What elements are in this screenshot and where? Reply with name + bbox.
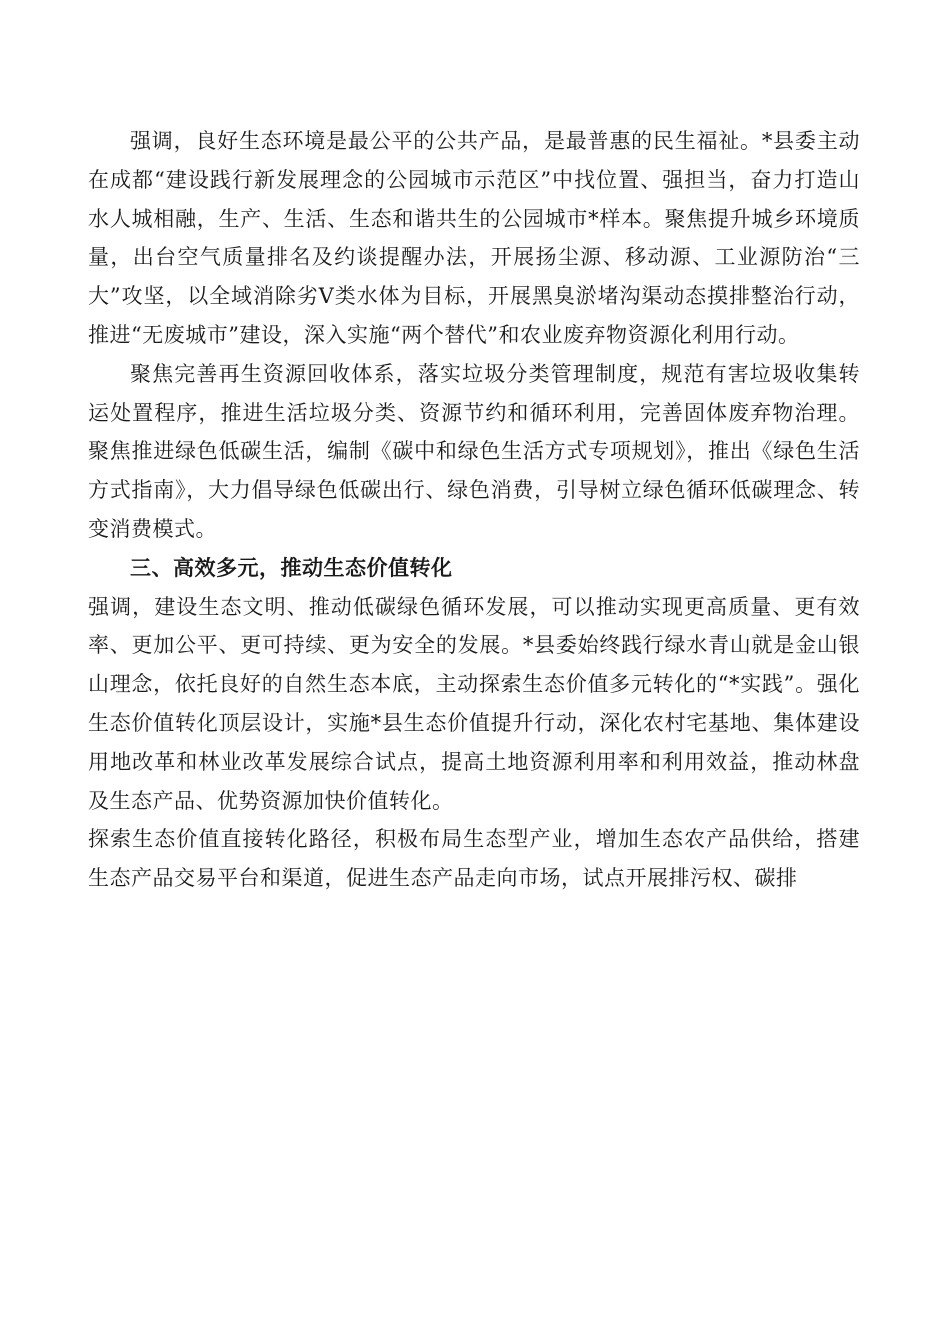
section-heading: 三、高效多元，推动生态价值转化 [130, 555, 453, 580]
section-paragraph-2: 探索生态价值直接转化路径，积极布局生态型产业，增加生态农产品供给，搭建生态产品交易平台和渠道，促进生态产品走向市场，试点开展排污权、碳排 [88, 827, 860, 891]
document-page [88, 122, 860, 898]
section-paragraph-1: 强调，建设生态文明、推动低碳绿色循环发展，可以推动实现更高质量、更有效率、更加公平、更可持续、更为安全的发展。*县委始终践行绿水青山就是金山银山理念，依托良好的自然生态本底，主动探索生态价值多元转化的“*实践”。强化生态价值转化顶层设计，实施*县生态价值提升行动，深化农村宅基地、集体建设用地改革和林业改革发展综合试点，提高土地资源利用率和利用效益，推动林盘及生态产品、优势资源加快价值转化。 [88, 594, 860, 813]
paragraph-2: 聚焦完善再生资源回收体系，落实垃圾分类管理制度，规范有害垃圾收集转运处置程序，推进生活垃圾分类、资源节约和循环利用，完善固体废弃物治理。聚焦推进绿色低碳生活，编制《碳中和绿色生活方式专项规划》，推出《绿色生活方式指南》，大力倡导绿色低碳出行、绿色消费，引导树立绿色循环低碳理念、转变消费模式。 [88, 361, 860, 541]
paragraph-1: 强调，良好生态环境是最公平的公共产品，是最普惠的民生福祉。*县委主动在成都“建设践行新发展理念的公园城市示范区”中找位置、强担当，奋力打造山水人城相融，生产、生活、生态和谐共生的公园城市*样本。聚焦提升城乡环境质量，出台空气质量排名及约谈提醒办法，开展扬尘源、移动源、工业源防治“三大”攻坚，以全域消除劣Ⅴ类水体为目标，开展黑臭淤堵沟渠动态摸排整治行动，推进“无废城市”建设，深入实施“两个替代”和农业废弃物资源化利用行动。 [88, 129, 860, 347]
